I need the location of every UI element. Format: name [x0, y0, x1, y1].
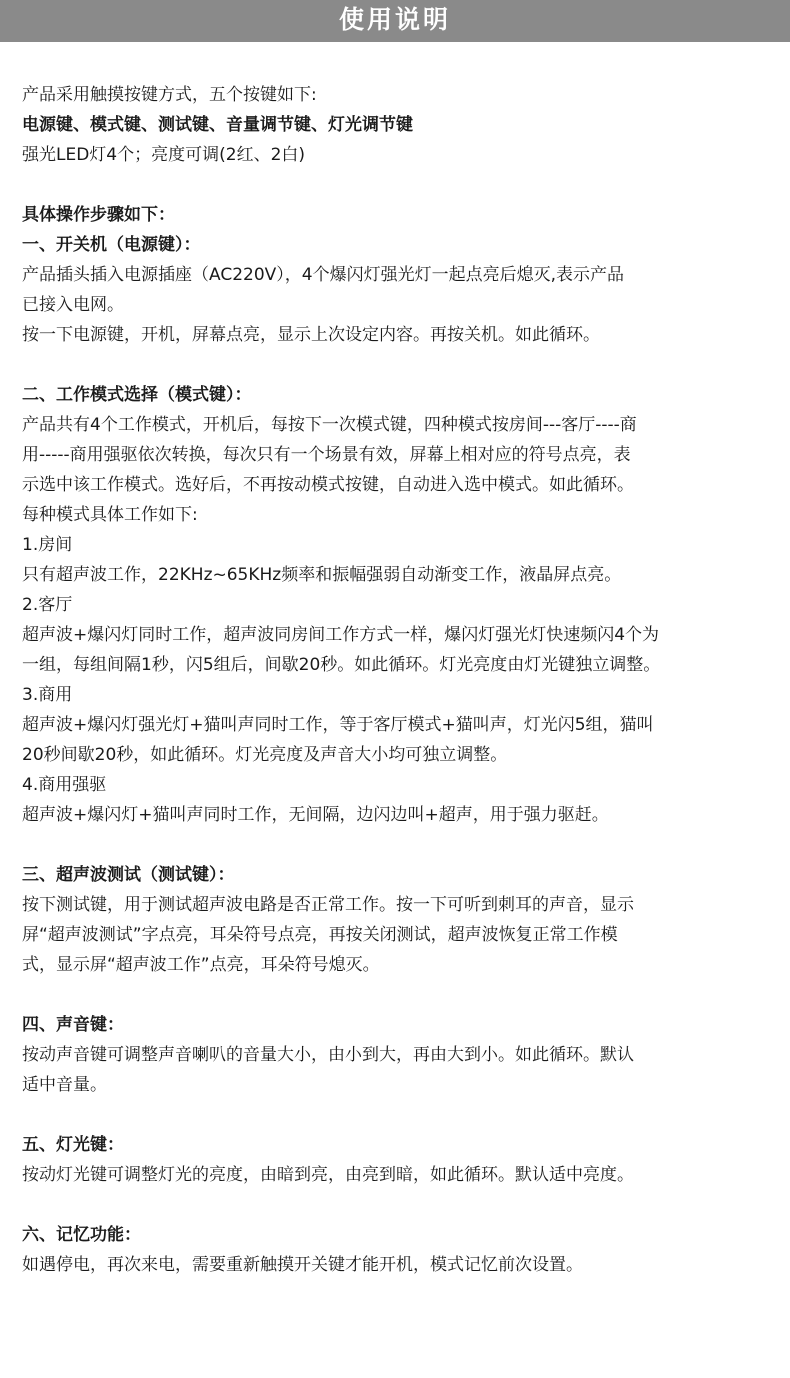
instruction-content — [0, 42, 790, 1280]
section-text: 按动灯光键可调整灯光的亮度，由暗到亮，由亮到暗，如此循环。默认适中亮度。 — [22, 1165, 634, 1185]
page-title: 使用说明 — [0, 0, 790, 42]
section-text: 按下测试键，用于测试超声波电路是否正常工作。按一下可听到刺耳的声音，显示 — [22, 895, 634, 915]
button-list: 电源键、模式键、测试键、音量调节键、灯光调节键 — [22, 115, 413, 135]
section-text: 只有超声波工作，22KHz~65KHz频率和振幅强弱自动渐变工作，液晶屏点亮。 — [22, 565, 622, 585]
steps-title: 具体操作步骤如下： — [22, 205, 175, 225]
section-heading-memory: 六、记忆功能： — [22, 1225, 141, 1245]
section-text: 按动声音键可调整声音喇叭的音量大小，由小到大，再由大到小。如此循环。默认 — [22, 1045, 634, 1065]
section-text: 屏“超声波测试”字点亮，耳朵符号点亮，再按关闭测试，超声波恢复正常工作模 — [22, 925, 618, 945]
section-heading-test: 三、超声波测试（测试键）： — [22, 865, 235, 885]
section-text: 示选中该工作模式。选好后，不再按动模式按键，自动进入选中模式。如此循环。 — [22, 475, 634, 495]
section-text: 已接入电网。 — [22, 295, 124, 315]
section-text: 式，显示屏“超声波工作”点亮，耳朵符号熄灭。 — [22, 955, 380, 975]
mode-item-title: 1.房间 — [22, 535, 73, 555]
section-text: 超声波+爆闪灯同时工作，超声波同房间工作方式一样，爆闪灯强光灯快速频闪4个为 — [22, 625, 660, 645]
section-text: 用-----商用强驱依次转换，每次只有一个场景有效，屏幕上相对应的符号点亮，表 — [22, 445, 631, 465]
section-text: 按一下电源键，开机，屏幕点亮，显示上次设定内容。再按关机。如此循环。 — [22, 325, 600, 345]
section-text: 适中音量。 — [22, 1075, 107, 1095]
section-text: 超声波+爆闪灯强光灯+猫叫声同时工作，等于客厅模式+猫叫声，灯光闪5组，猫叫 — [22, 715, 654, 735]
intro-line: 产品采用触摸按键方式，五个按键如下: — [22, 85, 317, 105]
section-text: 每种模式具体工作如下: — [22, 505, 198, 525]
mode-item-title: 4.商用强驱 — [22, 775, 107, 795]
mode-item-title: 2.客厅 — [22, 595, 73, 615]
section-heading-mode: 二、工作模式选择（模式键）： — [22, 385, 252, 405]
section-text: 超声波+爆闪灯+猫叫声同时工作，无间隔，边闪边叫+超声，用于强力驱赶。 — [22, 805, 609, 825]
section-text: 如遇停电，再次来电，需要重新触摸开关键才能开机，模式记忆前次设置。 — [22, 1255, 583, 1275]
section-heading-sound: 四、声音键： — [22, 1015, 124, 1035]
section-text: 一组，每组间隔1秒，闪5组后，间歇20秒。如此循环。灯光亮度由灯光键独立调整。 — [22, 655, 661, 675]
section-heading-power: 一、开关机（电源键）： — [22, 235, 201, 255]
section-text: 20秒间歇20秒，如此循环。灯光亮度及声音大小均可独立调整。 — [22, 745, 508, 765]
section-heading-light: 五、灯光键： — [22, 1135, 124, 1155]
mode-item-title: 3.商用 — [22, 685, 73, 705]
section-text: 产品共有4个工作模式，开机后，每按下一次模式键，四种模式按房间---客厅----商 — [22, 415, 637, 435]
led-info: 强光LED灯4个；亮度可调(2红、2白) — [22, 145, 306, 165]
section-text: 产品插头插入电源插座（AC220V），4个爆闪灯强光灯一起点亮后熄灭,表示产品 — [22, 265, 624, 285]
